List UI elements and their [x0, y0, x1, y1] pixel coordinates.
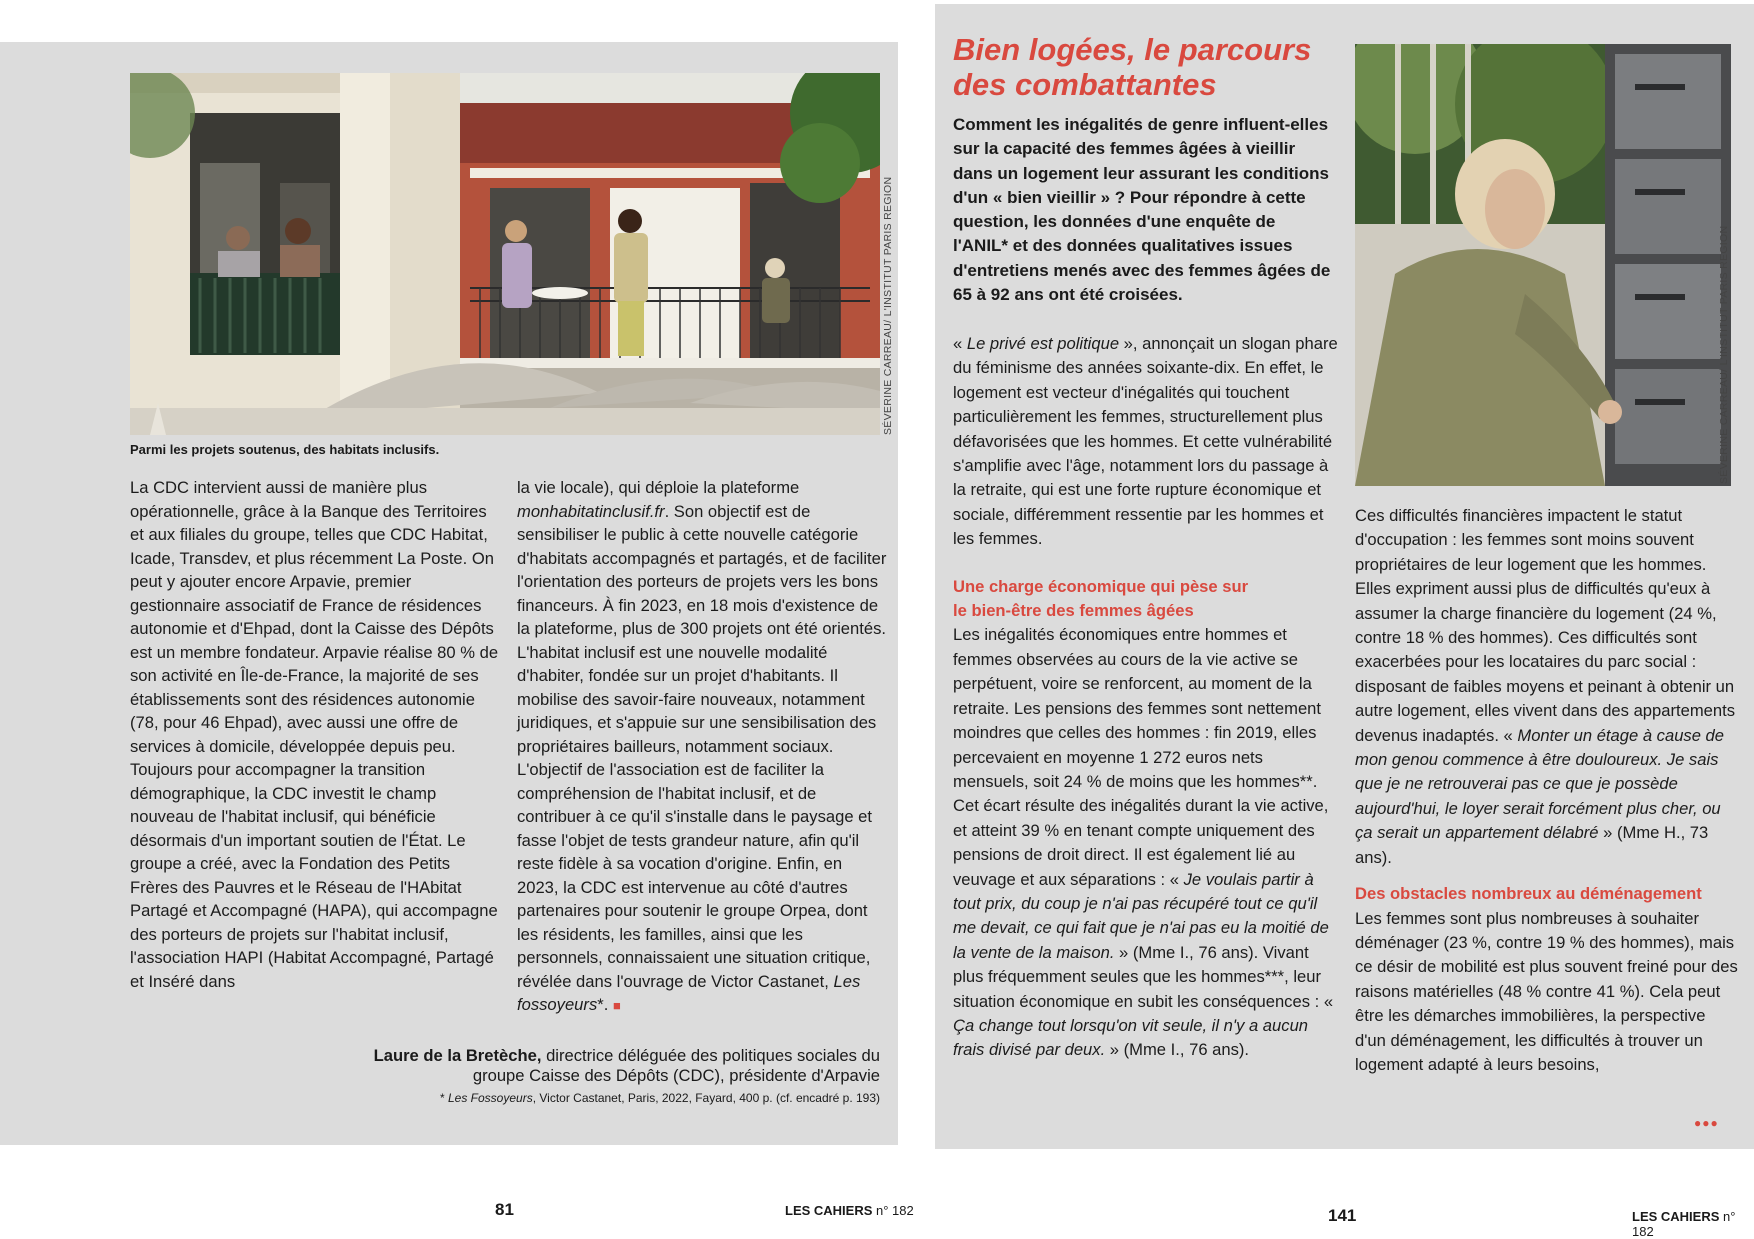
continued-mark: ●●●	[1694, 1116, 1719, 1130]
page-number-left: 81	[495, 1200, 514, 1219]
article-lead: Comment les inégalités de genre influent-elles sur la capacité des femmes âgées à vieillir dans un logement leur assurant les conditions d'un « bien vieillir » ? Pour répondre à cette question, les données d'une enquête de l'ANIL* et des données qualitatives issues d'entretiens menés avec des femmes âgées de 65 à 92 ans ont été croisées.	[953, 115, 1331, 305]
subheading: Une charge économique qui pèse sur le bien-être des femmes âgées	[953, 576, 1249, 621]
left-page	[0, 42, 898, 1145]
paragraph: Toujours pour accompagner la transition démographique, la CDC investit le champ nouveau de l'habitat inclusif, qui bénéficie désormais d'un important soutien de l'État. Le groupe a créé, avec la Fondation des Petits Frères des Pauvres et le Réseau de l'HAbitat Partagé et Accompagné (HAPA), qui accompagne des porteurs de projets sur l'habitat inclusif, l'association HAPI (Habitat Accompagné, Partagé et Inséré dans	[130, 760, 498, 991]
magazine-name-right: LES CAHIERS n° 182	[1632, 1209, 1736, 1239]
page-number-right: 141	[1328, 1206, 1357, 1225]
magazine-name-left: LES CAHIERS n° 182	[785, 1203, 914, 1218]
right-column-1: « Le privé est politique », annonçait un slogan phare du féminisme des années soixante-dix. En effet, le logement est vecteur d'inégalités qui touchent particulièrement les femmes, structurellement plus défavorisées que les hommes. Et cette vulnérabilité s'amplifie avec l'âge, notamment lors du passage à la retraite, qui est une forte rupture économique et sociale, différemment ressentie par les hommes et les femmes. Une charge économique qui pèse sur le bien-être des femmes âgées Les inégalités économiques entre hommes et femmes observées au cours de la vie active se perpétuent, voire se renforcent, au moment de la retraite. Les pensions des femmes sont nettement moindres que celles des hommes : fin 2019, elles percevaient en moyenne 1 272 euros nets mensuels, soit 24 % de moins que les hommes**. Cet écart résulte des inégalités durant la vie active, et atteint 39 % en tenant compte uniquement des pensions de droit direct. Il est également lié au veuvage et aux séparations : « Je voulais partir à tout prix, du coup je n'ai pas récupéré tout ce qu'il me devait, ce qui fait que je n'ai pas eu la moitié de la vente de la maison. » (Mme I., 76 ans). Vivant plus fréquemment seules que les hommes***, leur situation économique en subit les conséquences : « Ça change tout lorsqu'on vit seule, il n'y a aucun frais divisé par deux. » (Mme I., 76 ans).	[953, 334, 1338, 1060]
interview-quote: Je voulais partir à tout prix, du coup je n'ai pas récupéré tout ce qu'il me devait, ce qui fait que je n'ai pas eu la moitié de la vente de la maison.	[953, 869, 1329, 962]
footnote-marker: *.	[597, 995, 609, 1014]
left-column-2	[517, 476, 887, 1018]
photo-credit: SÉVERINE CARREAU/ L'INSTITUT PARIS REGION	[882, 176, 894, 435]
paragraph: . Son objectif est de sensibiliser le public à cette nouvelle catégorie d'habitats accompagnés et partagés, et de faciliter l'orientation des porteurs de projets vers les bons financeurs. À fin 2023, en 18 mois d'existence de la plateforme, plus de 300 projets ont été orientés. L'habitat inclusif est une nouvelle modalité d'habiter, fondée sur un projet d'habitants. Il mobilise des savoir-faire nouveaux, notamment juridiques, et s'appuie sur une sensibilisation des propriétaires bailleurs, notamment sociaux. L'objectif de l'association est de faciliter la compréhension de l'habitat inclusif, et de contribuer à ce qu'il s'installe dans le paysage et fasse l'objet de tests grandeur nature, afin qu'il reste fidèle à sa vocation d'origine. Enfin, en 2023, la CDC est intervenue au côté d'autres partenaires pour soutenir le groupe Orpea, dont les résidents, les familles, ainsi que les personnels, connaissaient une situation critique, révélée dans l'ouvrage de Victor Castanet,	[517, 501, 887, 991]
right-page	[935, 4, 1754, 1149]
paragraph: Les femmes sont plus nombreuses à souhaiter déménager (23 %, contre 19 % des hommes), mais ce désir de mobilité est plus souvent freiné pour des raisons matérielles (48 % contre 41 %). Cela peut être les démarches immobilières, la perspective d'un déménagement, les difficultés à trouver un logement adapté à leurs besoins,	[1355, 908, 1738, 1074]
photo-credit: SÉVERINE CARREAU/ L'INSTITUT PARIS REGION	[1718, 225, 1730, 484]
end-of-article-mark: ■	[612, 998, 621, 1013]
photo-caption: Parmi les projets soutenus, des habitats inclusifs.	[130, 442, 440, 457]
article-headline: Bien logées, le parcours des combattantes	[953, 32, 1312, 102]
right-column-2: Ces difficultés financières impactent le statut d'occupation : les femmes sont moins souvent propriétaires de leur logement que les hommes. Elles expriment aussi plus de difficultés qu'eux à assumer la charge financière du logement (24 %, contre 18 % des hommes). Ces difficultés sont exacerbées pour les locataires du parc social : disposant de faibles moyens et peinant à obtenir un autre logement, elles vivent dans des appartements devenus inadaptés. « Monter un étage à cause de mon genou commence à être douloureux. Je sais que je ne retrouverai pas ce que je possède aujourd'hui, le loyer serait forcément plus cher, ou ça serait un appartement délabré » (Mme H., 73 ans). Des obstacles nombreux au déménagement Les femmes sont plus nombreuses à souhaiter déménager (23 %, contre 19 % des hommes), mais ce désir de mobilité est plus souvent freiné pour des raisons matérielles (48 % contre 41 %). Cela peut être les démarches immobilières, la perspective d'un déménagement, les difficultés à trouver un logement adapté à leurs besoins,	[1355, 504, 1740, 1077]
slogan-quote: Le privé est politique	[966, 334, 1120, 353]
woman-mailbox-photo	[1355, 44, 1731, 486]
author-role: directrice déléguée des politiques sociales du groupe Caisse des Dépôts (CDC), présidente d'Arpavie	[472, 1046, 880, 1085]
paragraph: La CDC intervient aussi de manière plus opérationnelle, grâce à la Banque des Territoires et aux filiales du groupe, telles que CDC Habitat, Icade, Transdev, et plus récemment La Poste. On peut y ajouter encore Arpavie, premier gestionnaire associatif de France de résidences autonomie et d'Ehpad, dont la Caisse des Dépôts est un membre fondateur. Arpavie réalise 80 % de son activité en Île-de-France, la majorité de ses établissements sont des résidences autonomie (78, pour 46 Ehpad), avec aussi une offre de services à domicile, développée depuis peu.	[130, 478, 499, 756]
interview-quote: Monter un étage à cause de mon genou commence à être douloureux. Je sais que je ne retrouverai pas ce que je possède aujourd'hui, le loyer serait forcément plus cher, ou ça serait un appartement délabré	[1355, 725, 1725, 843]
interview-quote: Ça change tout lorsqu'on vit seule, il n'y a aucun frais divisé par deux.	[953, 1015, 1309, 1060]
footnote: * Les Fossoyeurs, Victor Castanet, Paris, 2022, Fayard, 400 p. (cf. encadré p. 193)	[439, 1091, 880, 1105]
footnote-book-title: Les Fossoyeurs	[448, 1091, 533, 1105]
left-column-1	[130, 476, 502, 993]
website-name: monhabitatinclusif.fr	[517, 501, 665, 521]
author-signature	[372, 1046, 880, 1086]
book-title: Les fossoyeurs	[517, 971, 861, 1014]
inclusive-housing-photo	[130, 73, 880, 435]
subheading: Des obstacles nombreux au déménagement	[1355, 884, 1702, 904]
paragraph: la vie locale), qui déploie la plateforme	[517, 478, 800, 497]
author-name: Laure de la Bretèche,	[373, 1046, 542, 1065]
